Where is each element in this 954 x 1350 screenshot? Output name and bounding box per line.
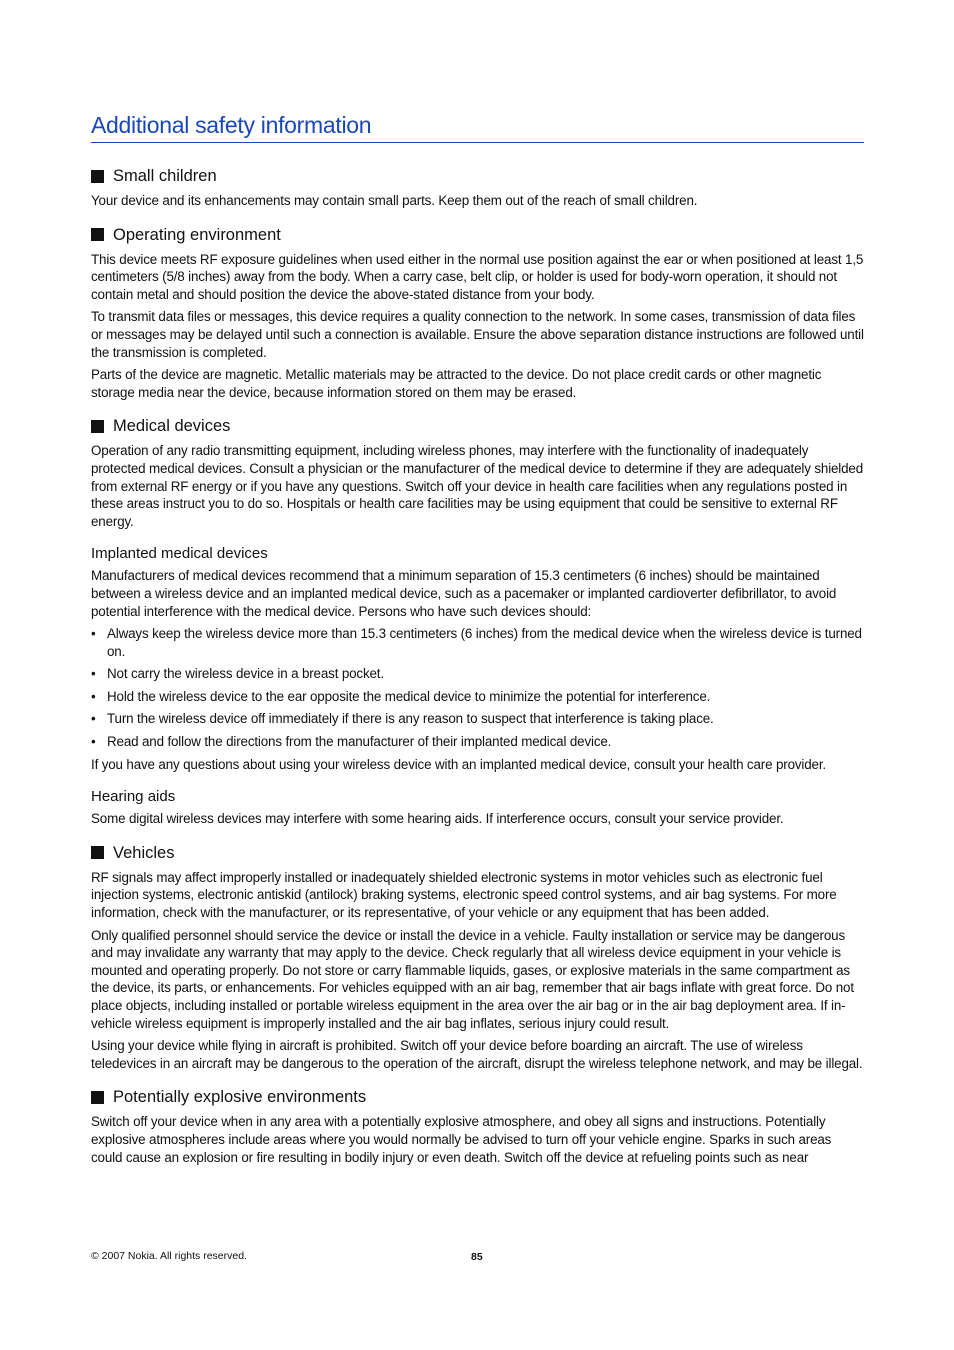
paragraph: RF signals may affect improperly installed or inadequately shielded electronic systems in motor vehicles such as electronic fuel injection systems, electronic antiskid (antilock) braking systems, electronic speed control systems, and air bag systems. For more information, check with the manufacturer, or its representative, of your vehicle or any equipment that has been added.	[91, 869, 837, 921]
page-number: 85	[471, 1251, 483, 1263]
paragraph: To transmit data files or messages, this device requires a quality connection to the network. In some cases, transmission of data files or messages may be delayed until such a connection is available. Ensure the above separation distance instructions are followed until the transmission is completed.	[91, 309, 864, 360]
bullet-icon: •	[91, 666, 96, 682]
bullet-icon: •	[91, 711, 96, 727]
list-item-text: Turn the wireless device off immediately if there is any reason to suspect that interference is taking place.	[107, 711, 714, 727]
list-item	[91, 625, 864, 660]
section-heading	[91, 165, 864, 187]
paragraph: If you have any questions about using your wireless device with an implanted medical device, consult your health care provider.	[91, 756, 826, 772]
subsection-heading-hearing-aids: Hearing aids	[91, 788, 176, 806]
paragraph: Operation of any radio transmitting equipment, including wireless phones, may interfere with the functionality of inadequately protected medical devices. Consult a physician or the manufacturer of the medical device to determine if they are adequately shielded from external RF energy or if you have any questions. Switch off your device in health care facilities when any regulations posted in these areas instruct you to do so. Hospitals or health care facilities may be using equipment that could be sensitive to external RF energy.	[91, 443, 864, 529]
square-bullet-icon	[91, 420, 104, 433]
list-item	[91, 665, 864, 683]
section-heading	[91, 842, 864, 864]
content	[91, 165, 864, 1180]
section-explosive-environments	[91, 1086, 864, 1166]
list-item-text: Not carry the wireless device in a breast pocket.	[107, 666, 384, 682]
paragraph: Using your device while flying in aircraft is prohibited. Switch off your device before boarding an aircraft. The use of wireless teledevices in an aircraft may be dangerous to the operation of the aircraft, disrupt the wireless telephone network, and may be illegal.	[91, 1038, 863, 1071]
heading-text: Potentially explosive environments	[113, 1088, 367, 1107]
paragraph: Some digital wireless devices may interfere with some hearing aids. If interference occurs, consult your service provider.	[91, 811, 784, 827]
list-item-text: Hold the wireless device to the ear opposite the medical device to minimize the potential for interference.	[107, 688, 711, 704]
heading-text: Medical devices	[113, 417, 231, 436]
heading-text: Small children	[113, 167, 217, 185]
section-heading	[91, 224, 864, 246]
bullet-icon: •	[91, 688, 96, 704]
bullet-icon: •	[91, 734, 96, 750]
section-medical-devices	[91, 415, 864, 828]
paragraph: Switch off your device when in any area with a potentially explosive atmosphere, and obey all signs and instructions. Potentially explosive atmospheres include areas where you would normally be advised to turn off your vehicle engine. Sparks in such areas could cause an explosion or fire resulting in bodily injury or even death. Switch off the device at refueling points such as near	[91, 1114, 832, 1165]
paragraph: Only qualified personnel should service the device or install the device in a vehicle. Faulty installation or service may be dangerous and may invalidate any warranty that may apply to the device. Check regularly that all wireless device equipment in your vehicle is mounted and operating properly. Do not store or carry flammable liquids, gases, or explosive materials in the same compartment as the device, its parts, or enhancements. For vehicles equipped with an air bag, remember that air bags inflate with great force. Do not place objects, including installed or portable wireless equipment in the area over the air bag or in the air bag deployment area. If in-vehicle wireless equipment is improperly installed and the air bag inflates, serious injury could result.	[91, 927, 854, 1031]
square-bullet-icon	[91, 1091, 104, 1104]
list-item	[91, 688, 864, 706]
section-heading	[91, 415, 864, 437]
square-bullet-icon	[91, 846, 104, 859]
list-item-text: Read and follow the directions from the manufacturer of their implanted medical device.	[107, 734, 612, 750]
page-footer	[91, 1250, 864, 1266]
bullet-icon: •	[91, 626, 96, 642]
list-item-text: Always keep the wireless device more than 15.3 centimeters (6 inches) from the medical device when the wireless device is turned on.	[107, 626, 862, 659]
list-item	[91, 710, 864, 728]
paragraph: This device meets RF exposure guidelines when used either in the normal use position against the ear or when positioned at least 1,5 centimeters (5/8 inches) away from the body. When a carry case, belt clip, or holder is used for body-worn operation, it should not contain metal and should position the device the above-stated distance from your body.	[91, 251, 864, 302]
square-bullet-icon	[91, 170, 104, 183]
heading-text: Operating environment	[113, 225, 281, 244]
list-item	[91, 733, 864, 751]
square-bullet-icon	[91, 228, 104, 241]
section-operating-environment	[91, 224, 864, 402]
heading-text: Vehicles	[113, 843, 175, 862]
section-small-children	[91, 165, 864, 210]
subsection-heading-implanted: Implanted medical devices	[91, 545, 268, 563]
copyright-notice: © 2007 Nokia. All rights reserved.	[91, 1250, 247, 1262]
section-heading	[91, 1086, 864, 1108]
page-title: Additional safety information	[91, 108, 864, 143]
paragraph: Manufacturers of medical devices recommend that a minimum separation of 15.3 centimeters (6 inches) should be maintained between a wireless device and an implanted medical device, such as a pacemaker or implanted cardioverter defibrillator, to avoid potential interference with the medical device. Persons who have such devices should:	[91, 568, 837, 619]
paragraph: Your device and its enhancements may contain small parts. Keep them out of the reach of small children.	[91, 193, 698, 208]
paragraph: Parts of the device are magnetic. Metallic materials may be attracted to the device. Do not place credit cards or other magnetic storage media near the device, because information stored on them may be erased.	[91, 367, 822, 400]
bullet-list	[91, 625, 864, 751]
section-vehicles	[91, 842, 864, 1073]
